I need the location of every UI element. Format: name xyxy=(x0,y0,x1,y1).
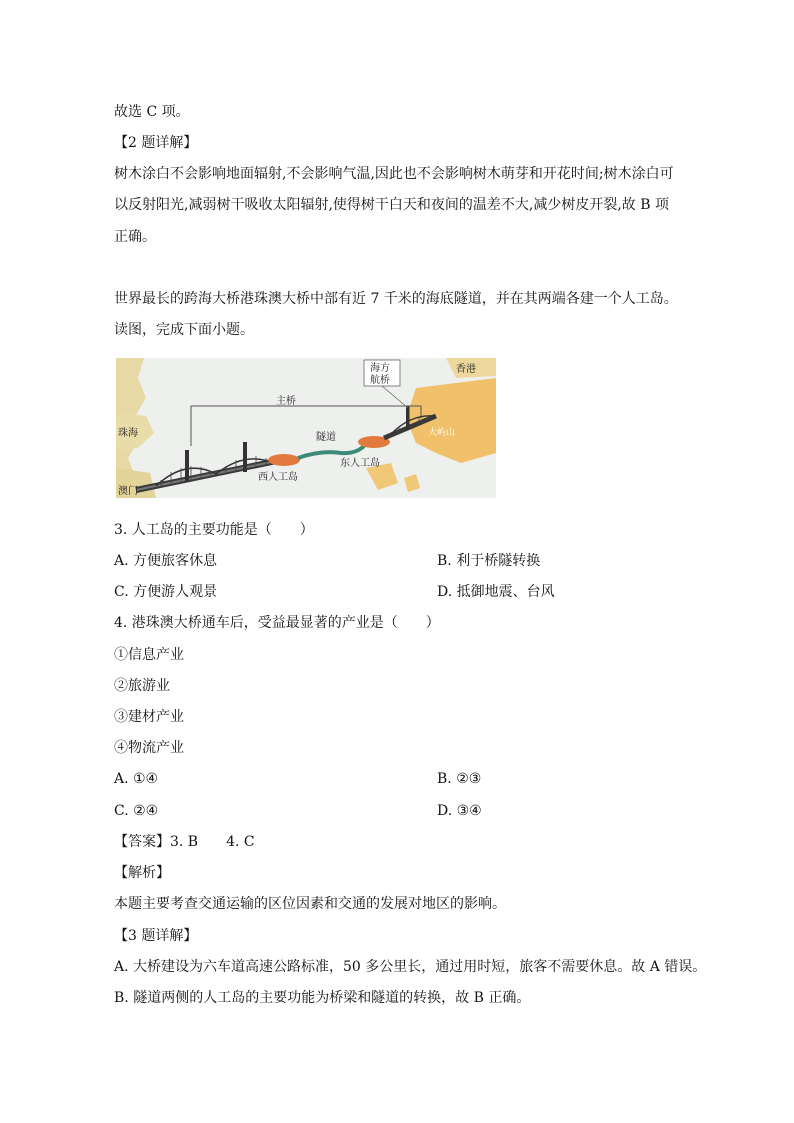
question-4-item: ④物流产业 xyxy=(114,740,184,756)
question-4-option-c: C. ②④ xyxy=(114,803,159,819)
text-line: 故选 C 项。 xyxy=(114,104,190,120)
analysis-text: 本题主要考查交通运输的区位因素和交通的发展对地区的影响。 xyxy=(114,896,506,912)
label-east-island: 东人工岛 xyxy=(340,458,380,469)
text-line: 以反射阳光,减弱树干吸收太阳辐射,使得树干白天和夜间的温差不大,减少树皮开裂,故 B 项 xyxy=(114,197,669,213)
question-4-item: ②旅游业 xyxy=(114,678,170,694)
text-line: 读图，完成下面小题。 xyxy=(114,322,254,338)
answer-line: 【答案】3. B 4. C xyxy=(114,834,255,850)
analysis-heading: 【解析】 xyxy=(114,865,170,881)
question-3-detail-b: B. 隧道两侧的人工岛的主要功能为桥梁和隧道的转换，故 B 正确。 xyxy=(114,990,531,1006)
question-4-item: ③建材产业 xyxy=(114,709,184,725)
question-3-option-d: D. 抵御地震、台风 xyxy=(437,584,555,600)
label-navigation-bridge: 航桥 xyxy=(370,375,390,386)
label-tunnel: 隧道 xyxy=(316,432,336,443)
label-zhuhai: 珠海 xyxy=(118,428,138,439)
label-haifang: 海方 xyxy=(370,363,390,374)
question-3-option-b: B. 利于桥隧转换 xyxy=(437,553,541,569)
label-macau: 澳门 xyxy=(118,486,138,497)
question-4-option-d: D. ③④ xyxy=(437,803,482,819)
label-west-island: 西人工岛 xyxy=(258,472,298,483)
question-3-option-a: A. 方便旅客休息 xyxy=(114,553,218,569)
question-4-stem: 4. 港珠澳大桥通车后，受益最显著的产业是（ ） xyxy=(114,615,440,631)
question-3-option-c: C. 方便游人观景 xyxy=(114,584,218,600)
label-main-bridge: 主桥 xyxy=(276,396,296,407)
question-4-item: ①信息产业 xyxy=(114,647,184,663)
question-4-option-a: A. ①④ xyxy=(114,771,159,787)
bridge-map-figure xyxy=(116,358,496,498)
question-3-detail-heading: 【3 题详解】 xyxy=(114,928,198,944)
question-3-detail-a: A. 大桥建设为六车道高速公路标准，50 多公里长，通过用时短，旅客不需要休息。故 A 错误。 xyxy=(114,959,707,975)
question-4-option-b: B. ②③ xyxy=(437,771,482,787)
question-3-stem: 3. 人工岛的主要功能是（ ） xyxy=(114,522,314,538)
label-hong-kong: 香港 xyxy=(456,364,476,375)
text-line: 世界最长的跨海大桥港珠澳大桥中部有近 7 千米的海底隧道，并在其两端各建一个人工岛。 xyxy=(114,291,678,307)
text-line: 树木涂白不会影响地面辐射,不会影响气温,因此也不会影响树木萌芽和开花时间;树木涂白可 xyxy=(114,166,674,182)
text-line: 正确。 xyxy=(114,229,156,245)
label-lantau: 大屿山 xyxy=(428,428,456,438)
bridge-map-illustration xyxy=(116,358,496,498)
section-heading: 【2 题详解】 xyxy=(114,135,198,151)
